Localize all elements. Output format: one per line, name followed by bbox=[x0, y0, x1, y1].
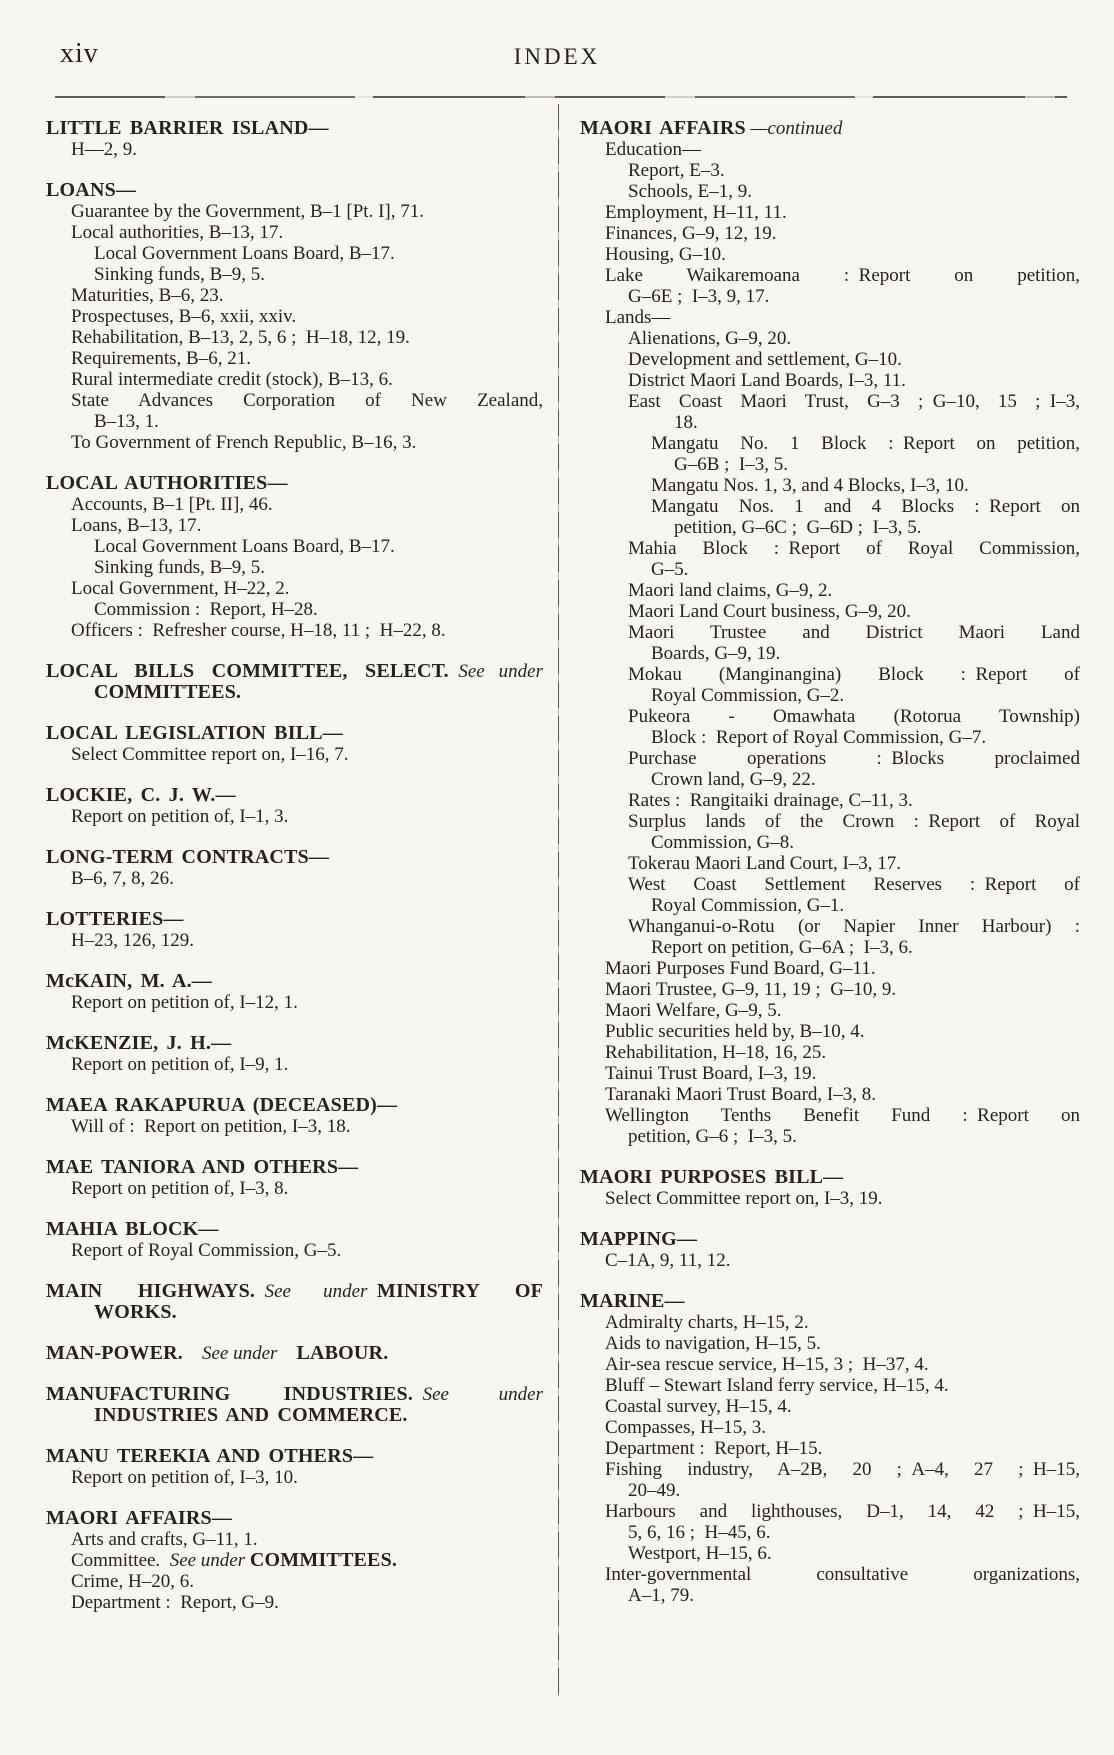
index-entry bbox=[580, 1291, 1080, 1606]
index-line bbox=[580, 748, 1080, 769]
headword-text: LABOUR. bbox=[296, 1342, 389, 1364]
index-line bbox=[580, 1250, 1080, 1271]
index-line bbox=[580, 1564, 1080, 1585]
entry-text: Air-sea rescue service, H–15, 3 ; H–37, 4. bbox=[605, 1354, 929, 1375]
entry-text: Local Government Loans Board, B–17. bbox=[94, 243, 395, 264]
index-line bbox=[580, 601, 1080, 622]
index-line bbox=[580, 538, 1080, 559]
index-line bbox=[580, 1229, 1080, 1250]
entry-text: Rates : Rangitaiki drainage, C–11, 3. bbox=[628, 790, 913, 811]
page-title: INDEX bbox=[513, 44, 601, 69]
entry-text: Mokau (Manginangina) Block : Report of bbox=[628, 664, 1080, 685]
headword-text: MANU TEREKIA AND OTHERS— bbox=[46, 1445, 374, 1467]
entry-text: Requirements, B–6, 21. bbox=[71, 348, 251, 369]
index-entry bbox=[46, 473, 543, 641]
headword-text: McKENZIE, J. H.— bbox=[46, 1032, 232, 1054]
entry-text: B–6, 7, 8, 26. bbox=[71, 868, 174, 889]
index-line bbox=[580, 1354, 1080, 1375]
index-entry bbox=[46, 1508, 543, 1613]
entry-text: Report on petition of, I–9, 1. bbox=[71, 1054, 289, 1075]
index-line bbox=[580, 1459, 1080, 1480]
index-line bbox=[580, 223, 1080, 244]
index-line bbox=[580, 496, 1080, 517]
entry-text: Boards, G–9, 19. bbox=[651, 643, 781, 664]
index-line bbox=[46, 1508, 543, 1529]
entry-text: West Coast Settlement Reserves : Report of bbox=[628, 874, 1080, 895]
entry-text: Local Government Loans Board, B–17. bbox=[94, 536, 395, 557]
entry-text: Whanganui-o-Rotu (or Napier Inner Harbour) : bbox=[628, 916, 1080, 937]
entry-text: petition, G–6 ; I–3, 5. bbox=[628, 1126, 797, 1147]
index-line bbox=[46, 201, 543, 222]
index-entry bbox=[46, 661, 543, 703]
entry-text: H–23, 126, 129. bbox=[71, 930, 194, 951]
index-entry bbox=[580, 1229, 1080, 1271]
index-line bbox=[46, 1219, 543, 1240]
index-line bbox=[46, 494, 543, 515]
index-line bbox=[46, 682, 543, 703]
cross-reference-text: See under bbox=[458, 661, 543, 682]
entry-text: Wellington Tenths Benefit Fund : Report on bbox=[605, 1105, 1080, 1126]
cross-reference-text: See under bbox=[169, 1550, 250, 1571]
headword-text: MARINE— bbox=[580, 1290, 685, 1312]
index-line bbox=[46, 1095, 543, 1116]
entry-text: Will of : Report on petition, I–3, 18. bbox=[71, 1116, 351, 1137]
entry-text: Report on petition of, I–12, 1. bbox=[71, 992, 298, 1013]
entry-text: Taranaki Maori Trust Board, I–3, 8. bbox=[605, 1084, 876, 1105]
entry-text: Lake Waikaremoana : Report on petition, bbox=[605, 265, 1080, 286]
index-line bbox=[46, 327, 543, 348]
index-line bbox=[46, 1302, 543, 1323]
entry-text: Maori Welfare, G–9, 5. bbox=[605, 1000, 782, 1021]
headword-text: MANUFACTURING INDUSTRIES. bbox=[46, 1383, 414, 1405]
entry-text: Fishing industry, A–2B, 20 ; A–4, 27 ; H–15, bbox=[605, 1459, 1080, 1480]
index-line bbox=[46, 243, 543, 264]
entry-text: Department : Report, G–9. bbox=[71, 1592, 279, 1613]
entry-text: Alienations, G–9, 20. bbox=[628, 328, 792, 349]
index-line bbox=[580, 118, 1080, 139]
index-entry bbox=[46, 971, 543, 1013]
column-divider-rule bbox=[558, 104, 559, 1696]
index-line bbox=[46, 1157, 543, 1178]
index-line bbox=[580, 1543, 1080, 1564]
entry-text: Select Committee report on, I–3, 19. bbox=[605, 1188, 883, 1209]
index-line bbox=[580, 1063, 1080, 1084]
index-line bbox=[580, 328, 1080, 349]
index-entry bbox=[46, 847, 543, 889]
index-line bbox=[46, 536, 543, 557]
headword-text: LOCAL LEGISLATION BILL— bbox=[46, 722, 343, 744]
index-line bbox=[46, 744, 543, 765]
entry-text: Arts and crafts, G–11, 1. bbox=[71, 1529, 258, 1550]
right-column bbox=[580, 118, 1080, 1606]
index-line bbox=[46, 1281, 543, 1302]
entry-text: Loans, B–13, 17. bbox=[71, 515, 202, 536]
index-line bbox=[46, 1033, 543, 1054]
index-line bbox=[580, 1042, 1080, 1063]
headword-text: LOTTERIES— bbox=[46, 908, 184, 930]
entry-text: Rehabilitation, H–18, 16, 25. bbox=[605, 1042, 827, 1063]
entry-text: Inter-governmental consultative organizations, bbox=[605, 1564, 1080, 1585]
headword-text: COMMITTEES. bbox=[249, 1549, 398, 1571]
entry-text: Report on petition of, I–1, 3. bbox=[71, 806, 289, 827]
entry-text: Westport, H–15, 6. bbox=[628, 1543, 772, 1564]
index-line bbox=[46, 1529, 543, 1550]
entry-text: Department : Report, H–15. bbox=[605, 1438, 823, 1459]
index-line bbox=[580, 454, 1080, 475]
entry-text: Commission : Report, H–28. bbox=[94, 599, 318, 620]
index-line bbox=[46, 909, 543, 930]
index-line bbox=[46, 1405, 543, 1426]
index-entry bbox=[46, 180, 543, 453]
entry-text: Sinking funds, B–9, 5. bbox=[94, 557, 266, 578]
entry-text: Maori Trustee, G–9, 11, 19 ; G–10, 9. bbox=[605, 979, 897, 1000]
index-line bbox=[580, 1375, 1080, 1396]
entry-text: Harbours and lighthouses, D–1, 14, 42 ; H–15, bbox=[605, 1501, 1080, 1522]
headword-text: MAHIA BLOCK— bbox=[46, 1218, 219, 1240]
headword-text: MAE TANIORA AND OTHERS— bbox=[46, 1156, 359, 1178]
index-line bbox=[580, 202, 1080, 223]
index-line bbox=[46, 118, 543, 139]
entry-text: Admiralty charts, H–15, 2. bbox=[605, 1312, 809, 1333]
entry-text: Education— bbox=[605, 139, 702, 160]
entry-text: Tainui Trust Board, I–3, 19. bbox=[605, 1063, 817, 1084]
index-line bbox=[46, 348, 543, 369]
header-rule bbox=[55, 96, 1067, 98]
index-line bbox=[46, 992, 543, 1013]
entry-text: Local Government, H–22, 2. bbox=[71, 578, 290, 599]
index-line bbox=[46, 222, 543, 243]
headword-text: MAPPING— bbox=[580, 1228, 698, 1250]
index-line bbox=[46, 411, 543, 432]
entry-text: Employment, H–11, 11. bbox=[605, 202, 787, 223]
entry-text: Committee. bbox=[71, 1550, 170, 1571]
index-line bbox=[46, 806, 543, 827]
page-number: xiv bbox=[60, 38, 99, 69]
entry-text: Rehabilitation, B–13, 2, 5, 6 ; H–18, 12, 19. bbox=[71, 327, 410, 348]
headword-text: MAORI AFFAIRS— bbox=[46, 1507, 232, 1529]
cross-reference-text: See under bbox=[422, 1384, 543, 1405]
headword-text: LOCAL AUTHORITIES— bbox=[46, 472, 288, 494]
entry-text: G–5. bbox=[651, 559, 689, 580]
headword-text: LOCAL BILLS COMMITTEE, SELECT. bbox=[46, 660, 449, 682]
entry-text: Maturities, B–6, 23. bbox=[71, 285, 224, 306]
index-entry bbox=[46, 723, 543, 765]
entry-text bbox=[255, 1281, 265, 1302]
index-entry bbox=[46, 118, 543, 160]
cross-reference-text: See under bbox=[264, 1281, 368, 1302]
cross-reference-text: See under bbox=[201, 1343, 278, 1364]
entry-text: Surplus lands of the Crown : Report of Royal bbox=[628, 811, 1080, 832]
index-entry bbox=[46, 1157, 543, 1199]
entry-text: Maori land claims, G–9, 2. bbox=[628, 580, 833, 601]
index-line bbox=[580, 874, 1080, 895]
index-line bbox=[46, 1592, 543, 1613]
entry-text: Schools, E–1, 9. bbox=[628, 181, 753, 202]
headword-text: LITTLE BARRIER ISLAND— bbox=[46, 117, 329, 139]
entry-text: 20–49. bbox=[628, 1480, 681, 1501]
index-line bbox=[46, 785, 543, 806]
entry-text: Report on petition, G–6A ; I–3, 6. bbox=[651, 937, 913, 958]
entry-text: State Advances Corporation of New Zealand, bbox=[71, 390, 543, 411]
index-line bbox=[580, 181, 1080, 202]
index-line bbox=[46, 369, 543, 390]
index-line bbox=[580, 685, 1080, 706]
index-line bbox=[46, 1240, 543, 1261]
entry-text: Commission, G–8. bbox=[651, 832, 795, 853]
index-line bbox=[46, 1116, 543, 1137]
entry-text: Tokerau Maori Land Court, I–3, 17. bbox=[628, 853, 902, 874]
index-line bbox=[580, 916, 1080, 937]
entry-text: To Government of French Republic, B–16, 3. bbox=[71, 432, 417, 453]
entry-text: Coastal survey, H–15, 4. bbox=[605, 1396, 792, 1417]
index-entry bbox=[46, 1033, 543, 1075]
index-line bbox=[580, 244, 1080, 265]
index-line bbox=[580, 832, 1080, 853]
index-line bbox=[46, 1178, 543, 1199]
headword-text: MAIN HIGHWAYS. bbox=[46, 1280, 256, 1302]
index-line bbox=[580, 643, 1080, 664]
entry-text: Block : Report of Royal Commission, G–7. bbox=[651, 727, 987, 748]
index-line bbox=[580, 580, 1080, 601]
index-line bbox=[580, 1438, 1080, 1459]
index-entry bbox=[46, 1219, 543, 1261]
headword-text: WORKS. bbox=[94, 1301, 177, 1323]
index-line bbox=[46, 1571, 543, 1592]
index-line bbox=[580, 391, 1080, 412]
entry-text: Mangatu No. 1 Block : Report on petition, bbox=[651, 433, 1080, 454]
entry-text bbox=[277, 1343, 296, 1364]
entry-text: Report on petition of, I–3, 8. bbox=[71, 1178, 289, 1199]
left-column bbox=[46, 118, 543, 1613]
index-line bbox=[580, 706, 1080, 727]
index-line bbox=[46, 620, 543, 641]
entry-text: Royal Commission, G–1. bbox=[651, 895, 845, 916]
entry-text: Finances, G–9, 12, 19. bbox=[605, 223, 777, 244]
entry-text: Report of Royal Commission, G–5. bbox=[71, 1240, 342, 1261]
index-line bbox=[46, 1054, 543, 1075]
index-entry bbox=[46, 1343, 543, 1364]
index-line bbox=[580, 937, 1080, 958]
entry-text: East Coast Maori Trust, G–3 ; G–10, 15 ; I–3, bbox=[628, 391, 1080, 412]
index-entry bbox=[580, 118, 1080, 1147]
index-entry bbox=[46, 909, 543, 951]
entry-text: Bluff – Stewart Island ferry service, H–15, 4. bbox=[605, 1375, 949, 1396]
index-line bbox=[580, 727, 1080, 748]
index-line bbox=[580, 664, 1080, 685]
entry-text: Guarantee by the Government, B–1 [Pt. I], 71. bbox=[71, 201, 424, 222]
headword-text: LOANS— bbox=[46, 179, 137, 201]
entry-text: Crime, H–20, 6. bbox=[71, 1571, 194, 1592]
index-line bbox=[46, 473, 543, 494]
headword-text: COMMITTEES. bbox=[94, 681, 242, 703]
index-line bbox=[580, 1021, 1080, 1042]
index-line bbox=[580, 1417, 1080, 1438]
index-line bbox=[580, 1084, 1080, 1105]
index-line bbox=[580, 307, 1080, 328]
entry-text: petition, G–6C ; G–6D ; I–3, 5. bbox=[674, 517, 922, 538]
index-line bbox=[580, 139, 1080, 160]
index-line bbox=[46, 306, 543, 327]
entry-text: Report, E–3. bbox=[628, 160, 725, 181]
index-line bbox=[580, 433, 1080, 454]
index-line bbox=[46, 868, 543, 889]
entry-text bbox=[449, 661, 459, 682]
index-line bbox=[46, 661, 543, 682]
index-line bbox=[580, 1312, 1080, 1333]
index-line bbox=[46, 1446, 543, 1467]
index-line bbox=[46, 515, 543, 536]
index-line bbox=[46, 557, 543, 578]
entry-text: Crown land, G–9, 22. bbox=[651, 769, 816, 790]
index-entry bbox=[46, 1095, 543, 1137]
headword-text: McKAIN, M. A.— bbox=[46, 970, 212, 992]
entry-text: Public securities held by, B–10, 4. bbox=[605, 1021, 865, 1042]
index-line bbox=[580, 1105, 1080, 1126]
entry-text: Pukeora - Omawhata (Rotorua Township) bbox=[628, 706, 1080, 727]
index-line bbox=[580, 370, 1080, 391]
entry-text: Mahia Block : Report of Royal Commission, bbox=[628, 538, 1080, 559]
index-line bbox=[580, 811, 1080, 832]
headword-text: MAORI PURPOSES BILL— bbox=[580, 1166, 844, 1188]
index-line bbox=[580, 265, 1080, 286]
index-line bbox=[580, 412, 1080, 433]
entry-text: 5, 6, 16 ; H–45, 6. bbox=[628, 1522, 771, 1543]
entry-text: Local authorities, B–13, 17. bbox=[71, 222, 284, 243]
index-line bbox=[580, 1333, 1080, 1354]
entry-text: Prospectuses, B–6, xxii, xxiv. bbox=[71, 306, 297, 327]
entry-text: Mangatu Nos. 1 and 4 Blocks : Report on bbox=[651, 496, 1080, 517]
entry-text: H—2, 9. bbox=[71, 139, 137, 160]
entry-text: Report on petition of, I–3, 10. bbox=[71, 1467, 298, 1488]
index-line bbox=[580, 958, 1080, 979]
entry-text bbox=[367, 1281, 377, 1302]
entry-text: Aids to navigation, H–15, 5. bbox=[605, 1333, 821, 1354]
entry-text: G–6E ; I–3, 9, 17. bbox=[628, 286, 770, 307]
entry-text: 18. bbox=[674, 412, 698, 433]
index-line bbox=[46, 1550, 543, 1571]
index-line bbox=[580, 1291, 1080, 1312]
index-line bbox=[580, 1480, 1080, 1501]
index-line bbox=[46, 1384, 543, 1405]
index-entry bbox=[46, 1384, 543, 1426]
index-line bbox=[580, 1000, 1080, 1021]
entry-text: Mangatu Nos. 1, 3, and 4 Blocks, I–3, 10. bbox=[651, 475, 969, 496]
index-line bbox=[46, 1467, 543, 1488]
index-line bbox=[580, 895, 1080, 916]
index-entry bbox=[46, 1446, 543, 1488]
index-line bbox=[580, 1167, 1080, 1188]
entry-text: A–1, 79. bbox=[628, 1585, 694, 1606]
index-line bbox=[580, 559, 1080, 580]
entry-text: Accounts, B–1 [Pt. II], 46. bbox=[71, 494, 273, 515]
index-line bbox=[580, 160, 1080, 181]
index-line bbox=[580, 349, 1080, 370]
index-line bbox=[580, 769, 1080, 790]
entry-text: Purchase operations : Blocks proclaimed bbox=[628, 748, 1080, 769]
entry-text: Sinking funds, B–9, 5. bbox=[94, 264, 266, 285]
entry-text: Rural intermediate credit (stock), B–13, 6. bbox=[71, 369, 393, 390]
index-line bbox=[46, 264, 543, 285]
entry-text: G–6B ; I–3, 5. bbox=[674, 454, 788, 475]
entry-text: Royal Commission, G–2. bbox=[651, 685, 845, 706]
index-line bbox=[580, 790, 1080, 811]
entry-text: Compasses, H–15, 3. bbox=[605, 1417, 766, 1438]
entry-text: Maori Trustee and District Maori Land bbox=[628, 622, 1080, 643]
index-line bbox=[46, 578, 543, 599]
entry-text bbox=[413, 1384, 423, 1405]
headword-text: INDUSTRIES AND COMMERCE. bbox=[94, 1404, 408, 1426]
index-entry bbox=[46, 1281, 543, 1323]
entry-text: C–1A, 9, 11, 12. bbox=[605, 1250, 731, 1271]
entry-text bbox=[183, 1343, 202, 1364]
index-line bbox=[580, 1396, 1080, 1417]
index-line bbox=[46, 847, 543, 868]
entry-text: Development and settlement, G–10. bbox=[628, 349, 902, 370]
index-entry bbox=[46, 785, 543, 827]
index-entry bbox=[580, 1167, 1080, 1209]
headword-text: MINISTRY OF bbox=[376, 1280, 544, 1302]
index-line bbox=[46, 599, 543, 620]
index-line bbox=[580, 1126, 1080, 1147]
index-line bbox=[580, 1501, 1080, 1522]
index-line bbox=[580, 979, 1080, 1000]
entry-text: Lands— bbox=[605, 307, 671, 328]
index-line bbox=[46, 432, 543, 453]
index-line bbox=[46, 1343, 543, 1364]
entry-text: Housing, G–10. bbox=[605, 244, 726, 265]
index-line bbox=[46, 180, 543, 201]
index-line bbox=[580, 1522, 1080, 1543]
entry-text: Maori Land Court business, G–9, 20. bbox=[628, 601, 911, 622]
index-line bbox=[46, 971, 543, 992]
entry-text: Select Committee report on, I–16, 7. bbox=[71, 744, 349, 765]
index-line bbox=[580, 1585, 1080, 1606]
entry-text: Maori Purposes Fund Board, G–11. bbox=[605, 958, 876, 979]
headword-text: MAEA RAKAPURUA (DECEASED)— bbox=[46, 1094, 398, 1116]
index-line bbox=[580, 286, 1080, 307]
index-line bbox=[580, 622, 1080, 643]
headword-text: MAORI AFFAIRS bbox=[580, 117, 746, 139]
headword-text: LOCKIE, C. J. W.— bbox=[46, 784, 236, 806]
index-line bbox=[46, 139, 543, 160]
entry-text: B–13, 1. bbox=[94, 411, 159, 432]
index-line bbox=[580, 1188, 1080, 1209]
index-line bbox=[46, 390, 543, 411]
cross-reference-text: —continued bbox=[745, 118, 843, 139]
index-line bbox=[580, 475, 1080, 496]
index-line bbox=[46, 930, 543, 951]
headword-text: MAN-POWER. bbox=[46, 1342, 183, 1364]
headword-text: LONG-TERM CONTRACTS— bbox=[46, 846, 330, 868]
index-line bbox=[580, 853, 1080, 874]
entry-text: Officers : Refresher course, H–18, 11 ; H–22, 8. bbox=[71, 620, 446, 641]
index-line bbox=[580, 517, 1080, 538]
index-line bbox=[46, 285, 543, 306]
index-line bbox=[46, 723, 543, 744]
entry-text: District Maori Land Boards, I–3, 11. bbox=[628, 370, 906, 391]
